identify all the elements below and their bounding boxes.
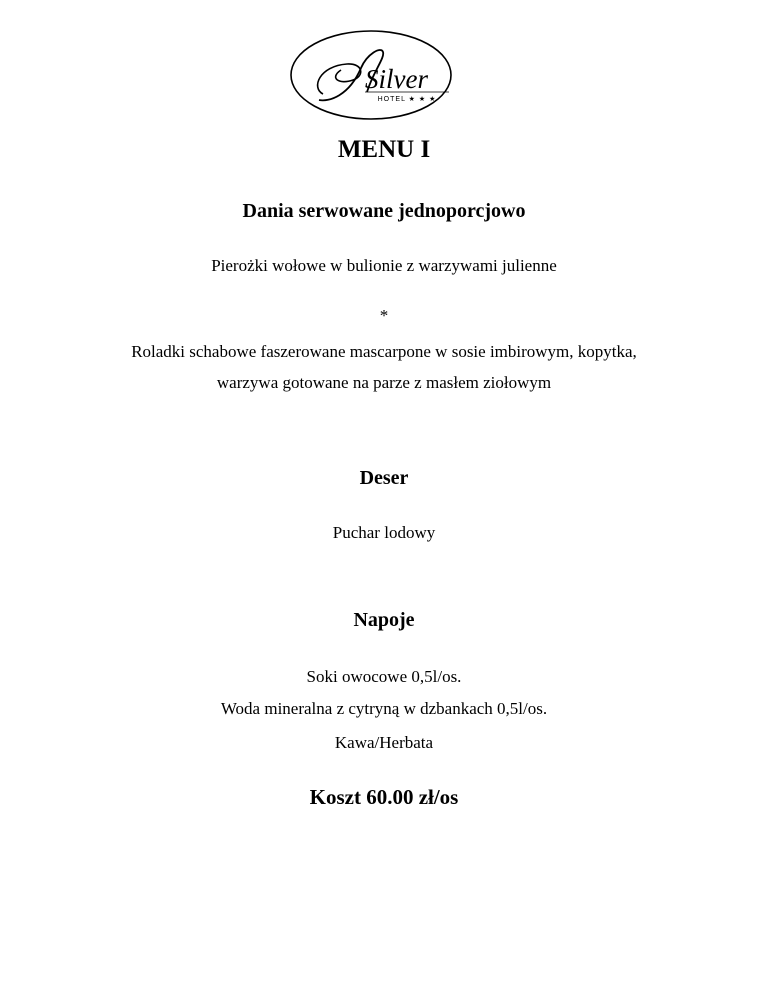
price-total: Koszt 60.00 zł/os	[309, 785, 459, 809]
page-title: MENU I	[337, 136, 431, 163]
section-heading-main: Dania serwowane jednoporcjowo	[242, 200, 526, 222]
logo-brand: Silver	[365, 64, 428, 94]
menu-item: Pierożki wołowe w bulionie z warzywami julienne	[211, 256, 557, 275]
section-heading-dessert: Deser	[359, 467, 409, 489]
menu-item: Soki owocowe 0,5l/os.	[306, 667, 462, 686]
menu-item: Puchar lodowy	[332, 523, 436, 542]
section-heading-drinks: Napoje	[353, 609, 415, 631]
menu-item: Kawa/Herbata	[334, 733, 434, 752]
menu-item: Woda mineralna z cytryną w dzbankach 0,5l/os.	[220, 699, 548, 718]
menu-separator: *	[379, 306, 389, 325]
logo-subtitle: HOTEL ★ ★ ★	[377, 96, 437, 103]
menu-item: warzywa gotowane na parze z masłem ziołowym	[216, 373, 552, 392]
silver-hotel-logo	[289, 28, 453, 124]
menu-item: Roladki schabowe faszerowane mascarpone w sosie imbirowym, kopytka,	[131, 342, 637, 361]
